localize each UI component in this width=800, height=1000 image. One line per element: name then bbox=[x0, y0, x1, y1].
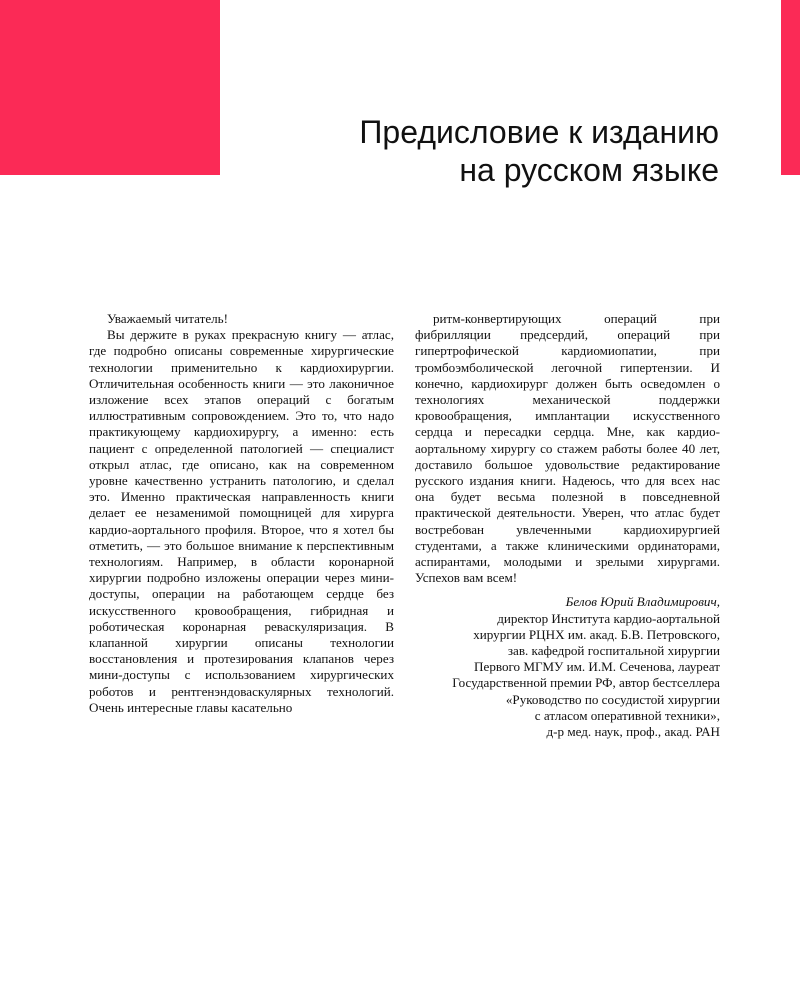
signature-line: Первого МГМУ им. И.М. Сеченова, лауреат bbox=[474, 659, 720, 675]
title-line-2: на русском языке bbox=[459, 152, 719, 188]
signature-line: с атласом оперативной техники», bbox=[534, 707, 720, 723]
right-column bbox=[415, 311, 720, 740]
signature-block bbox=[415, 594, 720, 740]
left-column bbox=[89, 311, 394, 716]
title-line-1: Предисловие к изданию bbox=[359, 114, 719, 150]
signature-line: директор Института кардио-аортальной bbox=[497, 610, 720, 626]
signature-name: Белов Юрий Владимирович, bbox=[565, 594, 720, 610]
left-column-paragraph: Вы держите в руках прекрасную книгу — атлас, где подробно описаны современные хирургические технологии применительно к кардиохирургии. Отличительная особенность книги — это лаконичное изложение всех этапов операций с богатым иллюстративным сопровождением. Это то, что надо практикующему кардиохирургу, а именно: есть пациент с определенной патологией — специалист открыл атлас, где описано, как на современном уровне качественно устранить патологию, и сделал это. Именно практическая направленность книги делает ее незаменимой помощницей для хирурга кардио-аортального профиля. Второе, что я хотел бы отметить, — это большое внимание к перспективным технологиям. Например, в области коронарной хирургии подробно изложены операции через мини-доступы, операции на работающем сердце без искусственного кровообращения, гибридная и роботическая коронарная реваскуляризация. В клапанной хирургии описаны технологии восстановления и протезирования клапанов через мини-доступы с использованием хирургических роботов и рентгенэндоваскулярных технологий. Очень интересные главы касательно bbox=[89, 327, 394, 715]
signature-line: хирургии РЦНХ им. акад. Б.В. Петровского, bbox=[473, 626, 720, 642]
signature-line: «Руководство по сосудистой хирургии bbox=[505, 691, 720, 707]
signature-line: Государственной премии РФ, автор бестселлера bbox=[452, 675, 720, 691]
greeting: Уважаемый читатель! bbox=[107, 311, 228, 326]
right-column-paragraph: ритм-конвертирующих операций при фибрилляции предсердий, операций при гипертрофической кардиомиопатии, при тромбоэмболической легочной гипертензии. И конечно, кардиохирург должен быть осведомлен о технологиях механической поддержки кровообращения, имплантации искусственного сердца и пересадки сердца. Мне, как кардио-аортальному хирургу со стажем работы более 40 лет, доставило большое удовольствие редактирование русского издания книги. Надеюсь, что для всех нас она будет весьма полезной в повседневной практической деятельности. Уверен, что атлас будет востребован увлеченными кардиохирургией студентами, а также клиническими ординаторами, аспирантами, молодыми и зрелыми хирургами. Успехов вам всем! bbox=[415, 311, 720, 586]
accent-block-right bbox=[781, 0, 800, 175]
accent-block-left bbox=[0, 0, 220, 175]
signature-line: д-р мед. наук, проф., акад. РАН bbox=[546, 724, 720, 740]
signature-line: зав. кафедрой госпитальной хирургии bbox=[507, 643, 720, 659]
page-title bbox=[199, 113, 719, 189]
